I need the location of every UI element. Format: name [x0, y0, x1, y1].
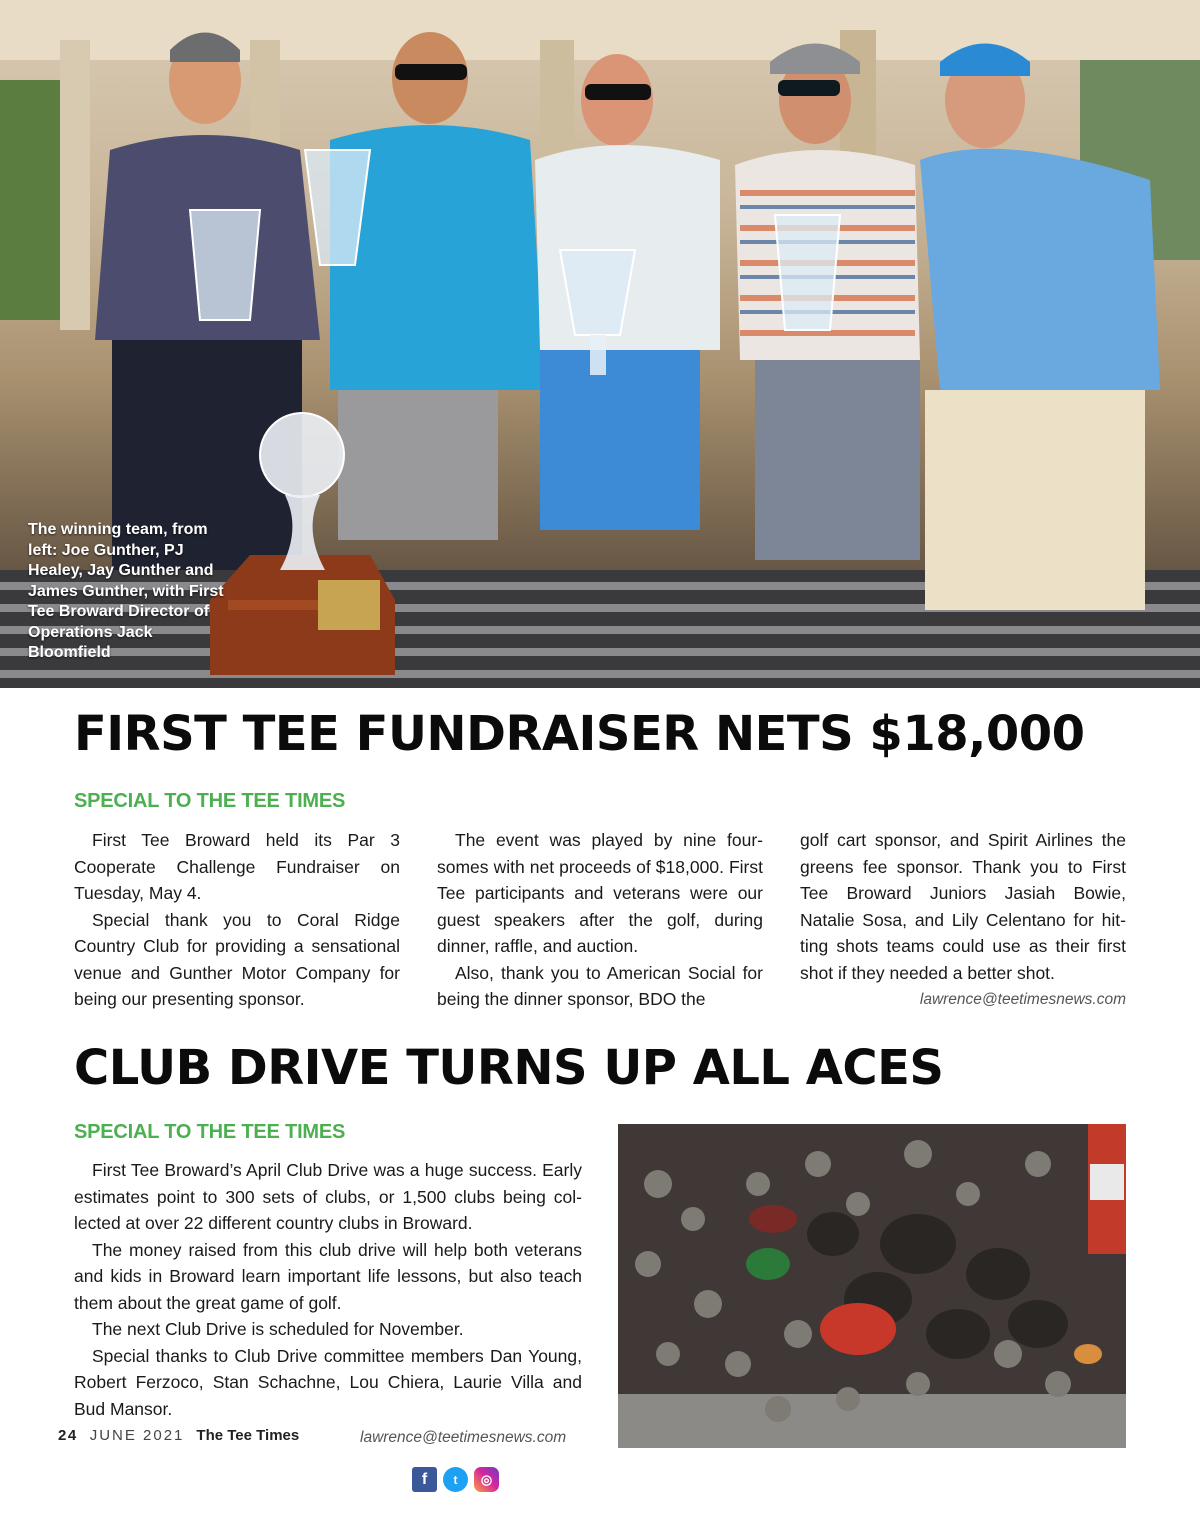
article-body [74, 1157, 582, 1422]
instagram-icon[interactable]: ◎ [474, 1467, 499, 1492]
article-kicker: SPECIAL TO THE TEE TIMES [74, 1121, 346, 1143]
article-column-1 [74, 827, 400, 1013]
article-headline-club-drive: CLUB DRIVE TURNS UP ALL ACES [74, 1040, 944, 1096]
golf-clubs-illustration [618, 1124, 1126, 1448]
paragraph: Special thank you to Coral Ridge Country Club for providing a sensational venue and Gunther Motor Company for being our presenting sponsor. [74, 909, 400, 1009]
hero-caption: The winning team, from left: Joe Gunther, PJ Healey, Jay Gunther and James Gunther, with First Tee Broward Director of Operations Jack Bloomfield [28, 521, 224, 661]
paragraph: Special thanks to Club Drive committee members Dan Young, Robert Ferzoco, Stan Schachne, Lou Chiera, Laurie Villa and Bud Mansor. [74, 1345, 582, 1419]
article-kicker: SPECIAL TO THE TEE TIMES [74, 790, 346, 812]
author-email[interactable]: lawrence@teetimesnews.com [360, 1429, 567, 1446]
paragraph: golf cart sponsor, and Spirit Airlines the greens fee sponsor. Thank you to First Tee Broward Juniors Jasiah Bowie, Natalie Sosa, and Lily Celentano for hit-ting shots teams could use as their first shot if they needed a better shot. [800, 830, 1126, 983]
issue-date: JUNE 2021 [89, 1427, 185, 1444]
article-column-2 [437, 827, 763, 1013]
author-email[interactable]: lawrence@teetimesnews.com [919, 991, 1126, 1008]
paragraph: First Tee Broward held its Par 3 Cooperate Challenge Fundraiser on Tuesday, May 4. [74, 830, 400, 903]
twitter-icon[interactable]: t [443, 1467, 468, 1492]
page-number: 24 [58, 1427, 78, 1444]
page-footer [58, 1427, 299, 1444]
article-column-3 [800, 827, 1126, 986]
publication-name: The Tee Times [196, 1427, 300, 1444]
social-icons [412, 1467, 499, 1492]
paragraph: First Tee Broward’s April Club Drive was a huge success. Early estimates point to 300 sets of clubs, or 1,500 clubs being col-lected at over 22 different country clubs in Broward. [74, 1160, 582, 1233]
hero-photo [0, 0, 1200, 688]
article-headline-fundraiser: FIRST TEE FUNDRAISER NETS $18,000 [74, 706, 1085, 762]
golf-clubs-photo [618, 1124, 1126, 1448]
paragraph: Also, thank you to American Social for being the dinner sponsor, BDO the [437, 962, 763, 1009]
paragraph: The next Club Drive is scheduled for November. [92, 1319, 464, 1339]
paragraph: The money raised from this club drive will help both veterans and kids in Broward learn important life lessons, but also teach them about the great game of golf. [74, 1239, 582, 1313]
facebook-icon[interactable]: f [412, 1467, 437, 1492]
paragraph: The event was played by nine four-somes with net proceeds of $18,000. First Tee participants and veterans were our guest speakers after the golf, during dinner, raffle, and auction. [437, 830, 763, 956]
